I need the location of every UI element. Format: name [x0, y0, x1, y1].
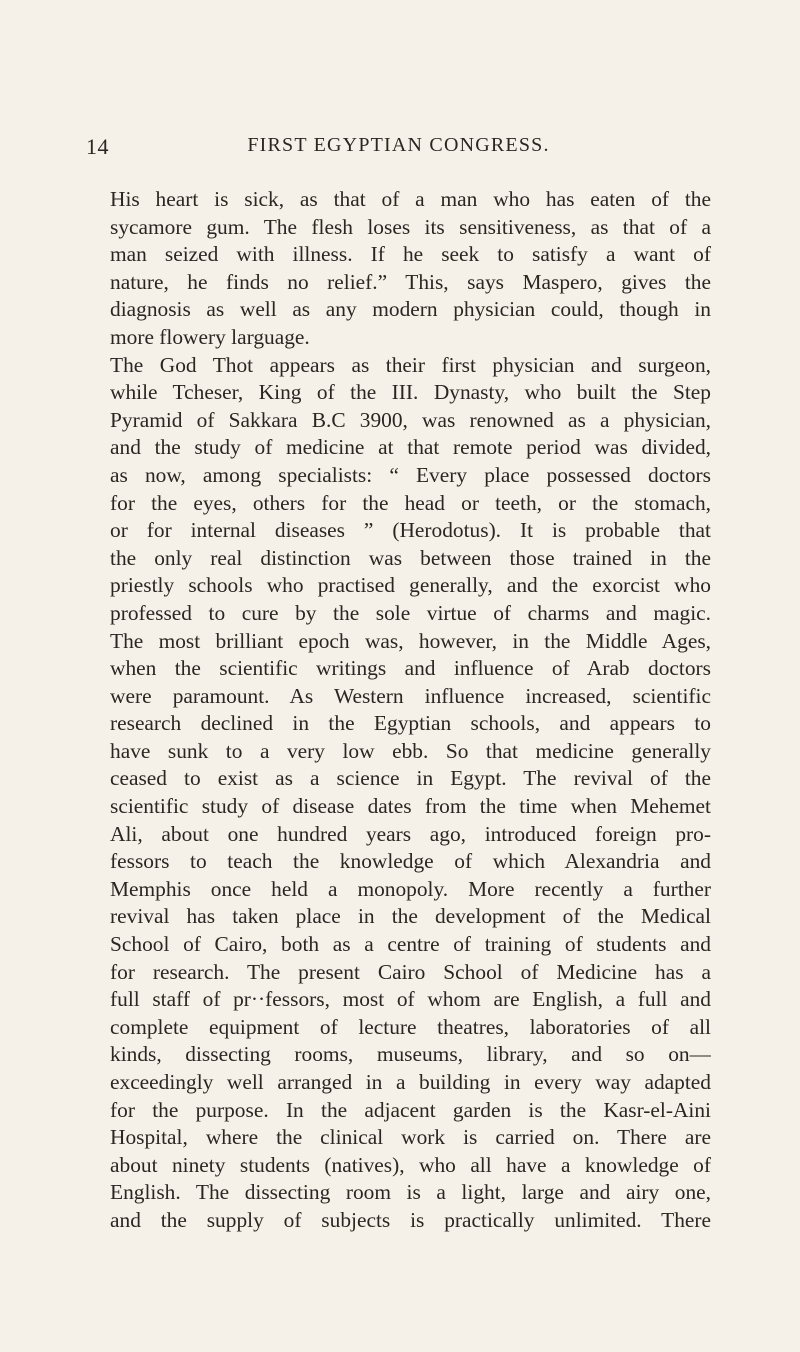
text-line: ceased to exist as a science in Egypt. The revival of the: [110, 766, 711, 791]
text-line: sycamore gum. The flesh loses its sensitiveness, as that of a: [110, 214, 711, 239]
text-line: as now, among specialists: “ Every place possessed doctors: [110, 462, 711, 487]
text-line: His heart is sick, as that of a man who has eaten of the: [110, 187, 711, 211]
text-line: Hospital, where the clinical work is carried on. There are: [110, 1125, 711, 1150]
text-line: School of Cairo, both as a centre of training of students and: [110, 932, 711, 957]
text-line: while Tcheser, King of the III. Dynasty, who built the Step: [110, 380, 711, 405]
text-line: full staff of pr··fessors, most of whom are English, a full and: [110, 987, 711, 1012]
text-line: for the purpose. In the adjacent garden is the Kasr-el-Aini: [110, 1097, 711, 1122]
text-line: more flowery larguage.: [110, 324, 310, 349]
text-line: have sunk to a very low ebb. So that medicine generally: [110, 738, 711, 763]
text-line: diagnosis as well as any modern physician could, though in: [110, 297, 711, 322]
text-line: The God Thot appears as their first physician and surgeon,: [110, 352, 711, 377]
text-line: exceedingly well arranged in a building in every way adapted: [110, 1070, 711, 1094]
text-line: complete equipment of lecture theatres, laboratories of all: [110, 1014, 711, 1039]
text-line: or for internal diseases ” (Herodotus). It is probable that: [110, 518, 711, 543]
text-line: English. The dissecting room is a light, large and airy one,: [110, 1180, 711, 1205]
text-line: about ninety students (natives), who all have a knowledge of: [110, 1152, 711, 1177]
text-line: scientific study of disease dates from the time when Mehemet: [110, 794, 711, 819]
page-number: 14: [86, 134, 109, 159]
text-line: Pyramid of Sakkara B.C 3900, was renowned as a physician,: [110, 407, 711, 432]
text-line: fessors to teach the knowledge of which Alexandria and: [110, 849, 711, 874]
text-line: The most brilliant epoch was, however, in the Middle Ages,: [110, 628, 711, 653]
body-text: [110, 186, 711, 1235]
text-line: the only real distinction was between those trained in the: [110, 545, 711, 570]
text-line: were paramount. As Western influence increased, scientific: [110, 683, 711, 708]
text-line: revival has taken place in the development of the Medical: [110, 904, 711, 929]
page-header: [86, 128, 711, 160]
text-line: Memphis once held a monopoly. More recently a further: [110, 876, 711, 901]
running-title: FIRST EGYPTIAN CONGRESS.: [247, 134, 550, 156]
text-line: man seized with illness. If he seek to satisfy a want of: [110, 242, 711, 267]
text-line: when the scientific writings and influence of Arab doctors: [110, 656, 711, 681]
text-line: professed to cure by the sole virtue of charms and magic.: [110, 600, 711, 625]
text-line: and the study of medicine at that remote period was divided,: [110, 435, 711, 460]
text-line: for research. The present Cairo School of Medicine has a: [110, 959, 711, 984]
text-line: Ali, about one hundred years ago, introduced foreign pro-: [110, 821, 711, 846]
text-line: for the eyes, others for the head or teeth, or the stomach,: [110, 490, 711, 515]
text-line: priestly schools who practised generally, and the exorcist who: [110, 573, 711, 598]
text-line: kinds, dissecting rooms, museums, library, and so on—: [110, 1042, 711, 1067]
text-line: research declined in the Egyptian schools, and appears to: [110, 711, 711, 736]
text-line: and the supply of subjects is practically unlimited. There: [110, 1207, 711, 1232]
text-line: nature, he finds no relief.” This, says Maspero, gives the: [110, 269, 711, 294]
